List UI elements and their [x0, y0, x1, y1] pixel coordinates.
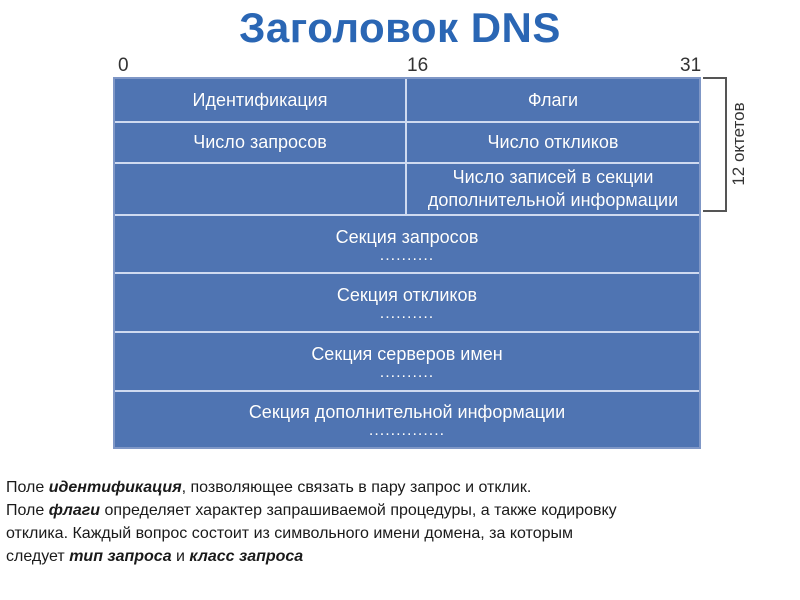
section-queries-dots: .......... — [379, 246, 435, 264]
text: следует — [6, 548, 70, 565]
description-line-1 — [6, 476, 796, 499]
emphasis: класс запроса — [189, 548, 304, 565]
description-line-4 — [6, 545, 796, 568]
section-name-servers-label: Секция серверов имен — [311, 344, 503, 364]
field-answer-count-label: Число откликов — [487, 132, 619, 152]
text: , позволяющее связать в пару запрос и отклик. — [181, 479, 532, 496]
octet-bracket-label: 12 октетов — [727, 74, 751, 214]
field-query-count — [115, 123, 405, 162]
field-flags-label: Флаги — [527, 89, 579, 110]
section-queries-label: Секция запросов — [335, 226, 479, 247]
section-queries — [115, 216, 699, 272]
section-answers-label: Секция откликов — [336, 285, 478, 305]
emphasis: идентификация — [48, 479, 182, 496]
text: Поле — [6, 479, 49, 496]
text: Поле — [6, 502, 49, 519]
section-name-servers-dots: .......... — [379, 364, 435, 381]
field-additional-count-line2: дополнительной информации — [427, 190, 679, 210]
field-answer-count — [407, 123, 699, 162]
bit-label-16: 16 — [407, 55, 429, 76]
field-additional-count — [407, 164, 699, 214]
page-title: Заголовок DNS — [239, 4, 561, 51]
description-text — [6, 476, 796, 568]
field-query-count-label: Число запросов — [193, 132, 327, 152]
text: определяет характер запрашиваемой процедуры, а также кодировку — [100, 502, 617, 519]
field-flags — [407, 79, 699, 121]
description-line-2 — [6, 499, 796, 522]
emphasis: флаги — [48, 502, 101, 519]
section-additional-info — [115, 392, 699, 447]
field-additional-count-line1: Число записей в секции — [452, 167, 654, 187]
section-name-servers — [115, 333, 699, 390]
octet-bracket — [703, 77, 727, 212]
section-answers-dots: .......... — [379, 305, 435, 322]
field-identification-label: Идентификация — [192, 89, 328, 110]
field-identification — [115, 79, 405, 121]
section-answers — [115, 274, 699, 331]
section-additional-info-label: Секция дополнительной информации — [248, 402, 566, 422]
text: и — [171, 548, 190, 565]
emphasis: тип запроса — [69, 548, 172, 565]
field-empty — [115, 164, 405, 214]
description-line-3: отклика. Каждый вопрос состоит из символьного имени домена, за которым — [6, 525, 573, 542]
section-additional-info-dots: .............. — [368, 422, 446, 439]
dns-header-diagram — [113, 77, 701, 449]
bit-label-31: 31 — [680, 55, 702, 76]
bit-label-0: 0 — [118, 55, 129, 76]
